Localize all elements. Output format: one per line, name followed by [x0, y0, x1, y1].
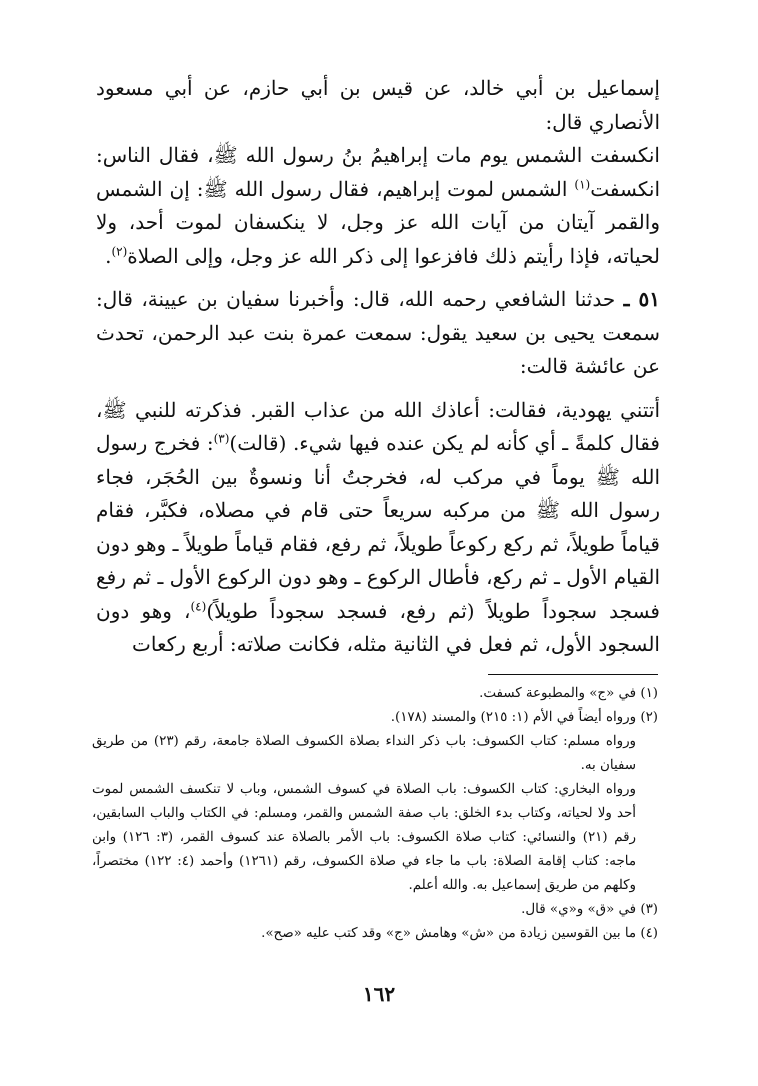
footnote-4: (٤) ما بين القوسين زيادة من «ش» وهامش «ج» وقد كتب عليه «صح».	[261, 926, 658, 941]
footnote-ref-2: (٢)	[111, 243, 128, 258]
footnote-2-bukhari: ورواه البخاري: كتاب الكسوف: باب الصلاة في كسوف الشمس، وباب لا تنكسف الشمس لموت أحد ولا لحياته، وكتاب بدء الخلق: باب صفة الشمس والقمر، ومسلم: في الكتاب والباب السابقين، رقم (٢١) والنسائي: كتاب صلاة الكسوف: باب الأمر بالصلاة عند كسوف القمر، (٣: ١٢٦) وابن ماجه: كتاب إقامة الصلاة: باب ما جاء في صلاة الكسوف، رقم (١٢٦١) وأحمد (٤: ١٢٢) مختصراً، وكلهم من طريق إسماعيل به. والله أعلم.	[92, 782, 636, 893]
page-number: ١٦٢	[362, 982, 396, 1006]
footnotes	[92, 682, 658, 946]
paragraph-aisha-narration: أتتني يهودية، فقالت: أعاذك الله من عذاب القبر. فذكرته للنبي ﷺ، فقال كلمةً ـ أي كأنه لم يكن عنده فيها شيء. (قالت)$^{(٣)}$: فخرج رسول الله ﷺ يوماً في مركب له، فخرجتُ أنا ونسوةٌ بين الحُجَر، فجاء رسول الله ﷺ من مركبه سريعاً حتى قام في مصلاه، فكبَّر، فقام قياماً طويلاً، ثم ركع ركوعاً طويلاً، ثم رفع، فقام قياماً طويلاً ـ وهو دون القيام الأول ـ ثم ركع، فأطال الركوع ـ وهو دون الركوع الأول ـ ثم رفع فسجد سجوداً طويلاً (ثم رفع، فسجد سجوداً طويلاً)$^{(٤)}$، وهو دون السجود الأول، ثم فعل في الثانية مثله، فكانت صلاته: أربع ركعات	[96, 397, 660, 656]
paragraph-eclipse-hadith: انكسفت الشمس يوم مات إبراهيمُ بنُ رسول الله ﷺ، فقال الناس: انكسفت$^{(١)}$ الشمس لموت إبراهيم، فقال رسول الله ﷺ: إن الشمس والقمر آيتان من آيات الله عز وجل، لا ينكسفان لموت أحد، ولا لحياته، فإذا رأيتم ذلك فافزعوا إلى ذكر الله عز وجل، وإلى الصلاة$^{(٢)}$.	[96, 143, 660, 268]
footnote-1: (١) في «ج» والمطبوعة كسفت.	[479, 686, 658, 701]
footnote-divider	[488, 674, 658, 675]
footnote-2-muslim: ورواه مسلم: كتاب الكسوف: باب ذكر النداء بصلاة الكسوف الصلاة جامعة، رقم (٢٣) من طريق سفيان به.	[92, 734, 637, 773]
hadith-51-isnad: ٥١ ـ حدثنا الشافعي رحمه الله، قال: وأخبرنا سفيان بن عيينة، قال: سمعت يحيى بن سعيد يقول: سمعت عمرة بنت عبد الرحمن، تحدث عن عائشة قالت:	[96, 287, 660, 378]
paragraph-isnad-end: إسماعيل بن أبي خالد، عن قيس بن أبي حازم، عن أبي مسعود الأنصاري قال:	[96, 76, 660, 134]
footnote-3: (٣) في «ق» و«ي» قال.	[521, 902, 658, 917]
footnote-2: (٢) ورواه أيضاً في الأم (١: ٢١٥) والمسند (١٧٨).	[390, 710, 658, 725]
footnote-ref-1: (١)	[574, 176, 591, 191]
hadith-number: ٥١ ـ	[623, 287, 660, 311]
main-text	[96, 72, 660, 662]
footnote-ref-4: (٤)	[190, 598, 207, 613]
footnote-ref-3: (٣)	[213, 431, 230, 446]
